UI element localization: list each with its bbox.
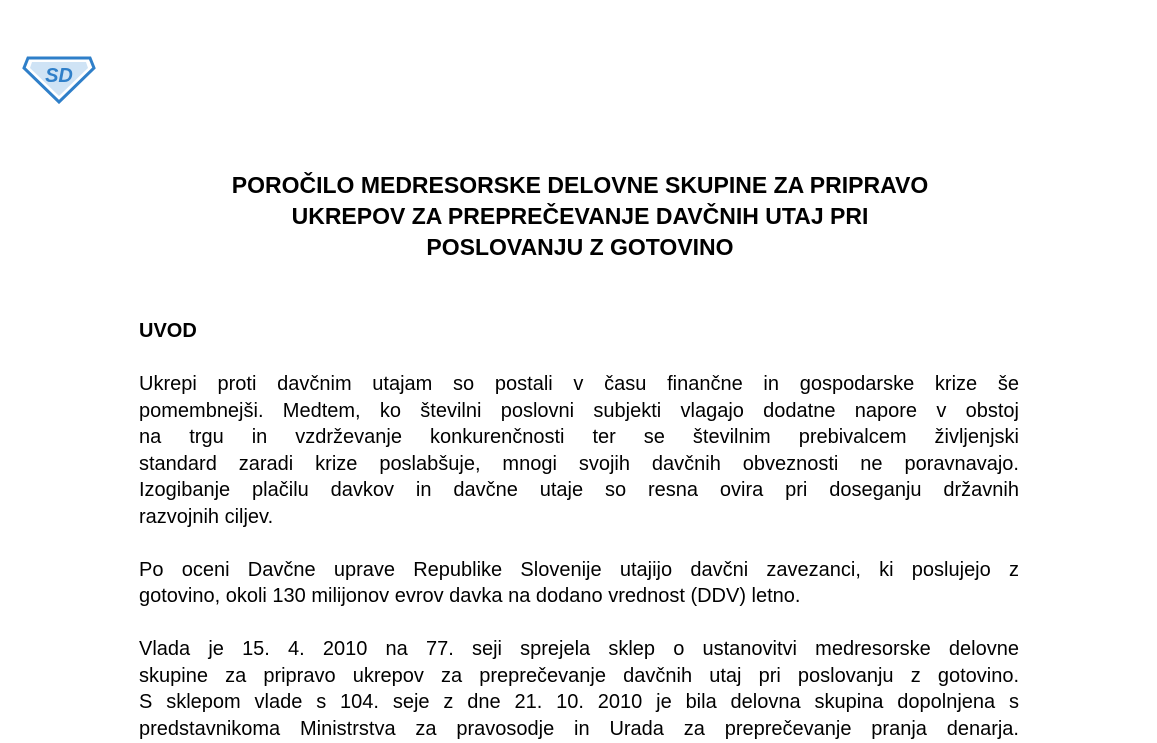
sd-logo-icon	[22, 50, 96, 104]
paragraph-line: Po oceni Davčne uprave Republike Slovenije utajijo davčni zavezanci, ki poslujejo z	[139, 558, 1019, 581]
title-line-1: POROČILO MEDRESORSKE DELOVNE SKUPINE ZA PRIPRAVO	[231, 172, 929, 198]
title-line-2: UKREPOV ZA PREPREČEVANJE DAVČNIH UTAJ PRI	[291, 203, 869, 229]
paragraph-line: Izogibanje plačilu davkov in davčne utaje so resna ovira pri doseganju državnih	[139, 479, 1019, 501]
logo-letters: SD	[45, 65, 73, 87]
paragraph-line: Vlada je 15. 4. 2010 na 77. seji sprejela sklep o ustanovitvi medresorske delovne	[139, 638, 1019, 660]
paragraph-line: gotovino, okoli 130 milijonov evrov davka na dodano vrednost (DDV) letno.	[139, 585, 801, 607]
document-body	[139, 371, 1019, 743]
paragraph-3	[139, 636, 1019, 742]
paragraph-2	[139, 557, 1019, 610]
section-heading: UVOD	[139, 320, 197, 342]
document-title	[140, 170, 1020, 263]
paragraph-line: na trgu in vzdrževanje konkurenčnosti ter se številnim prebivalcem življenjski	[139, 426, 1019, 448]
paragraph-line: S sklepom vlade s 104. seje z dne 21. 10. 2010 je bila delovna skupina dopolnjena s	[139, 691, 1019, 713]
paragraph-line: Ukrepi proti davčnim utajam so postali v času finančne in gospodarske krize še	[139, 373, 1019, 395]
paragraph-line: skupine za pripravo ukrepov za preprečevanje davčnih utaj pri poslovanju z gotovino.	[139, 664, 1019, 687]
paragraph-line: pomembnejši. Medtem, ko številni poslovni subjekti vlagajo dodatne napore v obstoj	[139, 399, 1019, 422]
paragraph-line: standard zaradi krize poslabšuje, mnogi svojih davčnih obveznosti ne poravnavajo.	[139, 452, 1019, 475]
paragraph-1	[139, 371, 1019, 530]
paragraph-line: razvojnih ciljev.	[139, 505, 274, 528]
title-line-3: POSLOVANJU Z GOTOVINO	[426, 234, 734, 260]
paragraph-line: predstavnikoma Ministrstva za pravosodje in Urada za preprečevanje pranja denarja.	[139, 717, 1019, 740]
